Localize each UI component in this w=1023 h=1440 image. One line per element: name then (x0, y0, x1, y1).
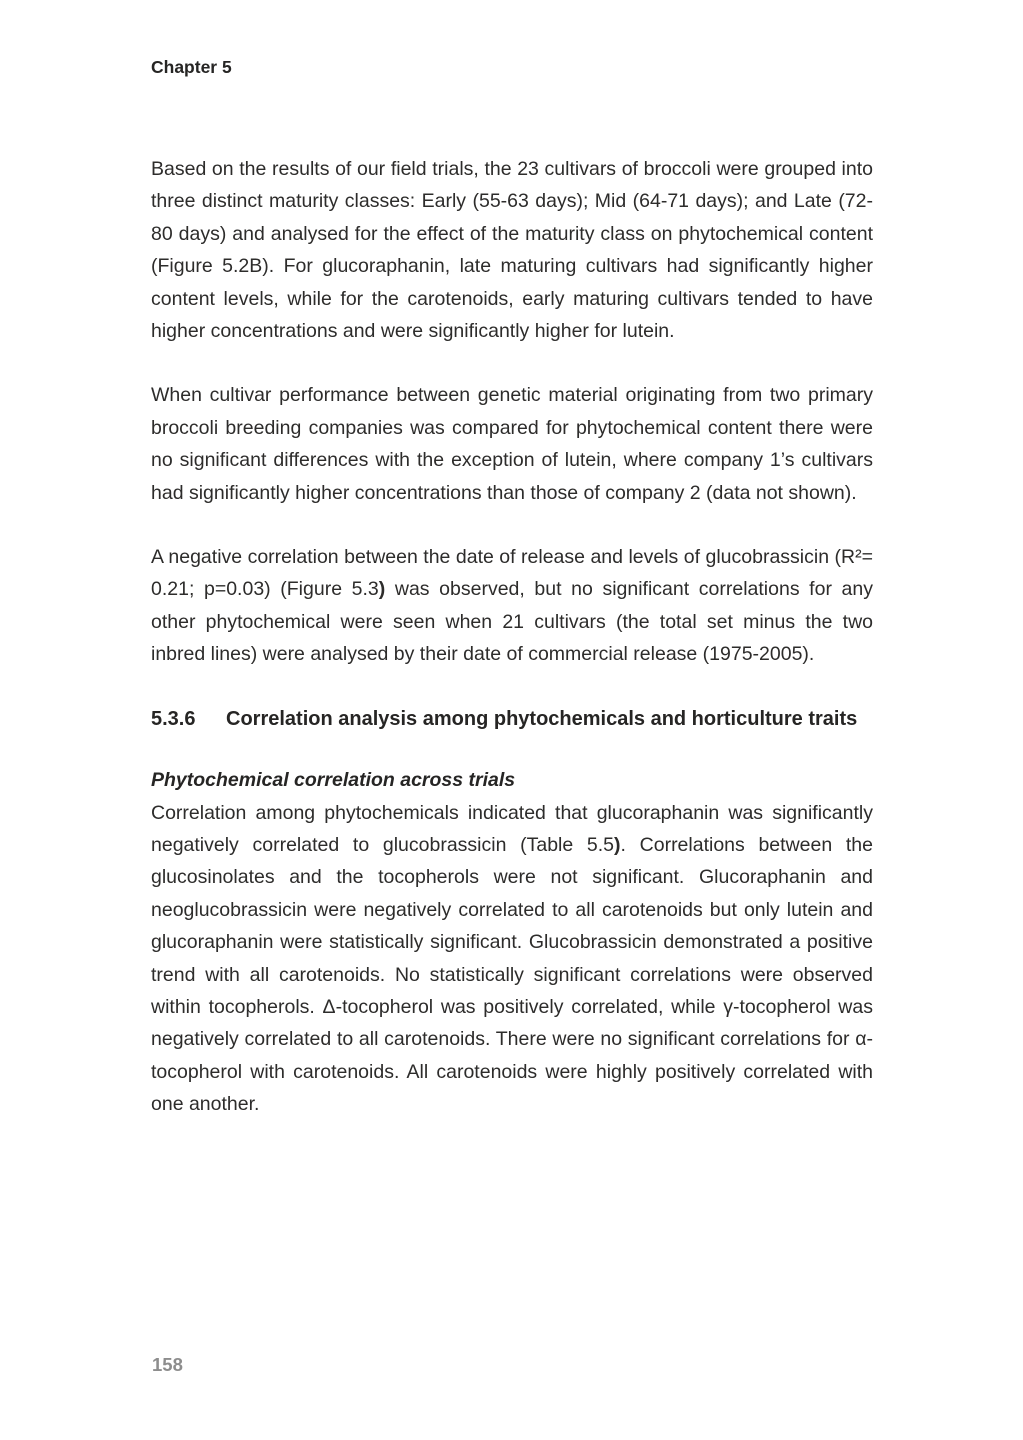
paragraph-release-correlation-text-2: was observed, but no significant correlations for any other phytochemical were seen when 21 cultivars (the total set minus the two inbred lines) were analysed by their date of commercial release (1975-2005). (151, 578, 873, 666)
page-number: 158 (152, 1354, 183, 1375)
paragraph-phytochemical-correlation (151, 797, 873, 1121)
paragraph-release-correlation-text-1: A negative correlation between the date of release and levels of glucobrassicin (R²= 0.21; p=0.03) (Figure 5.3 (151, 546, 873, 601)
chapter-header: Chapter 5 (151, 57, 232, 77)
paragraph-phytochemical-correlation-text-1: Correlation among phytochemicals indicated that glucoraphanin was significantly negatively correlated to glucobrassicin (Table 5.5 (151, 801, 873, 856)
section-title: Correlation analysis among phytochemicals and horticulture traits (226, 707, 858, 730)
paragraph-company-comparison: When cultivar performance between genetic material originating from two primary broccoli breeding companies was compared for phytochemical content there were no significant differences with the exception of lutein, where company 1’s cultivars had significantly higher concentrations than those of company 2 (data not shown). (151, 384, 873, 504)
section-heading (151, 703, 873, 735)
page-body (151, 0, 873, 1153)
section-number: 5.3.6 (151, 707, 196, 730)
figure-5-3-bold-paren: ) (378, 578, 386, 601)
paragraph-release-correlation (151, 541, 873, 671)
table-5-5-bold-paren: ) (614, 833, 621, 856)
paragraph-maturity-classes: Based on the results of our field trials, the 23 cultivars of broccoli were grouped into three distinct maturity classes: Early (55-63 days); Mid (64-71 days); and Late (72-80 days) and analysed for the effect of the maturity class on phytochemical content (Figure 5.2B). For glucoraphanin, late maturing cultivars had significantly higher content levels, while for the carotenoids, early maturing cultivars tended to have higher concentrations and were significantly higher for lutein. (151, 158, 873, 343)
subsection-heading: Phytochemical correlation across trials (151, 769, 516, 792)
paragraph-phytochemical-correlation-text-2: . Correlations between the glucosinolates and the tocopherols were not significant. Glucoraphanin and neoglucobrassicin were negatively correlated to all carotenoids but only lutein and glucoraphanin were statistically significant. Glucobrassicin demonstrated a positive trend with all carotenoids. No statistically significant correlations were observed within tocopherols. Δ-tocopherol was positively correlated, while γ-tocopherol was negatively correlated to all carotenoids. There were no significant correlations for α-tocopherol with carotenoids. All carotenoids were highly positively correlated with one another. (151, 833, 873, 1116)
